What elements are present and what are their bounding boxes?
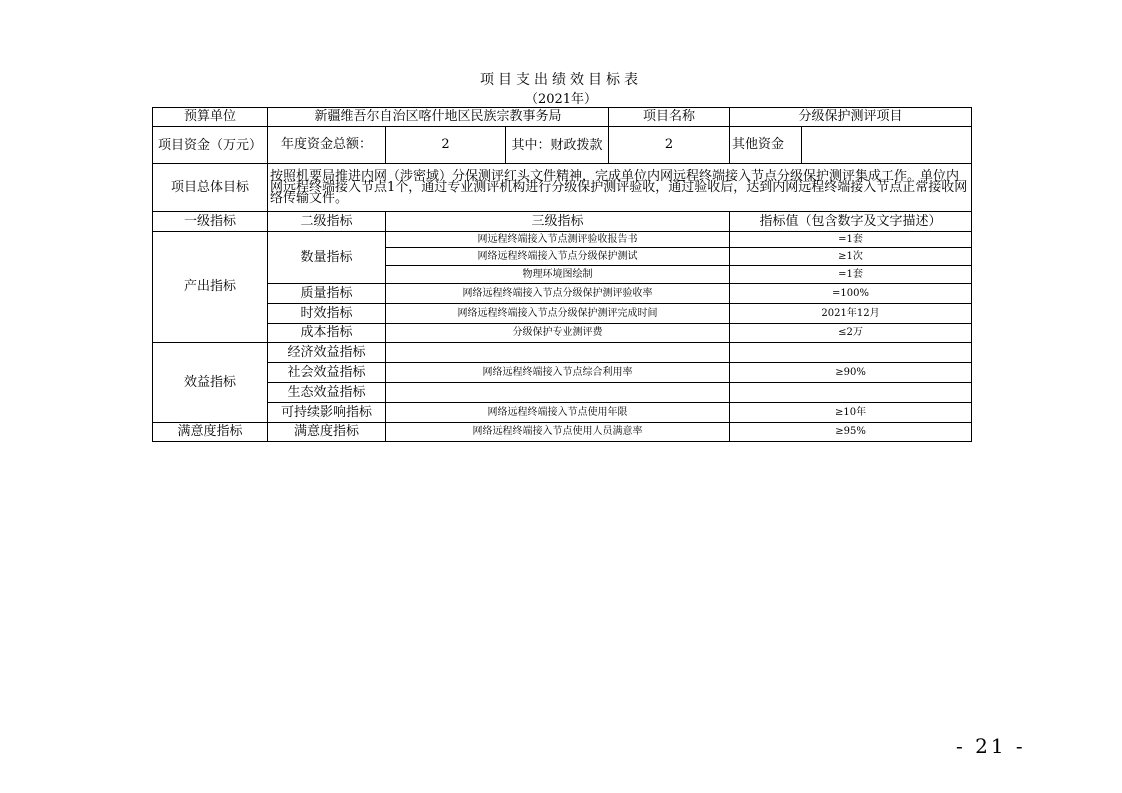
indicator-name: 物理环境图绘制 — [386, 266, 730, 284]
economic-indicator-label: 经济效益指标 — [268, 343, 386, 363]
column-header-row — [153, 212, 972, 232]
ecological-indicator-label: 生态效益指标 — [268, 383, 386, 403]
benefit-indicator-label: 效益指标 — [153, 343, 268, 423]
annual-total-value: 2 — [386, 127, 506, 164]
indicator-value: ≥90% — [730, 363, 972, 383]
indicator-value: 2021年12月 — [730, 304, 972, 324]
table-row — [153, 232, 972, 248]
indicator-value: =1套 — [730, 232, 972, 248]
budget-unit-row — [153, 108, 972, 127]
timeliness-indicator-label: 时效指标 — [268, 304, 386, 324]
indicator-name: 网络远程终端接入节点分级保护测评完成时间 — [386, 304, 730, 324]
performance-table — [152, 107, 972, 442]
cost-indicator-label: 成本指标 — [268, 324, 386, 343]
funds-row — [153, 127, 972, 164]
indicator-value: ≤2万 — [730, 324, 972, 343]
table-row — [153, 324, 972, 343]
table-title: 项目支出绩效目标表 — [480, 72, 642, 88]
col-level1-header: 一级指标 — [153, 212, 268, 232]
budget-unit-value: 新疆维吾尔自治区喀什地区民族宗教事务局 — [268, 108, 609, 127]
indicator-value: =100% — [730, 284, 972, 304]
col-level3-header: 三级指标 — [386, 212, 730, 232]
satisfaction-sub-label: 满意度指标 — [268, 423, 386, 442]
col-value-header: 指标值（包含数字及文字描述） — [730, 212, 972, 232]
quality-indicator-label: 质量指标 — [268, 284, 386, 304]
funds-label: 项目资金（万元） — [153, 127, 268, 164]
page-number: - 21 - — [956, 734, 1026, 758]
goal-text: 按照机要局推进内网（涉密域）分保测评红头文件精神，完成单位内网远程终端接入节点分级保护测评集成工作。单位内网远程终端接入节点1个，通过专业测评机构进行分级保护测评验收，通过验收后，达到内网远程终端接入节点正常接收网络传输文件。 — [268, 164, 972, 212]
col-level2-header: 二级指标 — [268, 212, 386, 232]
indicator-name: 网络远程终端接入节点使用人员满意率 — [386, 423, 730, 442]
quantity-indicator-label: 数量指标 — [268, 232, 386, 284]
project-name-value: 分级保护测评项目 — [730, 108, 972, 127]
table-row — [153, 423, 972, 442]
fiscal-label: 其中：财政拨款 — [506, 127, 609, 164]
indicator-name: 网远程终端接入节点测评验收报告书 — [386, 232, 730, 248]
goal-row — [153, 164, 972, 212]
indicator-name: 网络远程终端接入节点分级保护测评验收率 — [386, 284, 730, 304]
indicator-name: 网络远程终端接入节点综合利用率 — [386, 363, 730, 383]
other-funds-value — [802, 127, 972, 164]
indicator-value — [730, 383, 972, 403]
project-name-label: 项目名称 — [609, 108, 730, 127]
table-row — [153, 363, 972, 383]
satisfaction-indicator-label: 满意度指标 — [153, 423, 268, 442]
indicator-name — [386, 383, 730, 403]
indicator-name: 网络远程终端接入节点分级保护测试 — [386, 248, 730, 266]
indicator-value: ≥10年 — [730, 403, 972, 423]
table-row — [153, 383, 972, 403]
sustainable-indicator-label: 可持续影响指标 — [268, 403, 386, 423]
social-indicator-label: 社会效益指标 — [268, 363, 386, 383]
table-row — [153, 403, 972, 423]
other-funds-label: 其他资金 — [730, 127, 802, 164]
output-indicator-label: 产出指标 — [153, 232, 268, 343]
indicator-name: 分级保护专业测评费 — [386, 324, 730, 343]
indicator-name: 网络远程终端接入节点使用年限 — [386, 403, 730, 423]
indicator-value — [730, 343, 972, 363]
annual-total-label: 年度资金总额： — [268, 127, 386, 164]
indicator-value: ≥95% — [730, 423, 972, 442]
indicator-name — [386, 343, 730, 363]
table-subtitle: （2021年） — [524, 92, 598, 107]
goal-label: 项目总体目标 — [153, 164, 268, 212]
fiscal-value: 2 — [609, 127, 730, 164]
indicator-value: ≥1次 — [730, 248, 972, 266]
table-row — [153, 304, 972, 324]
budget-unit-label: 预算单位 — [153, 108, 268, 127]
table-row — [153, 284, 972, 304]
indicator-value: =1套 — [730, 266, 972, 284]
table-row — [153, 343, 972, 363]
